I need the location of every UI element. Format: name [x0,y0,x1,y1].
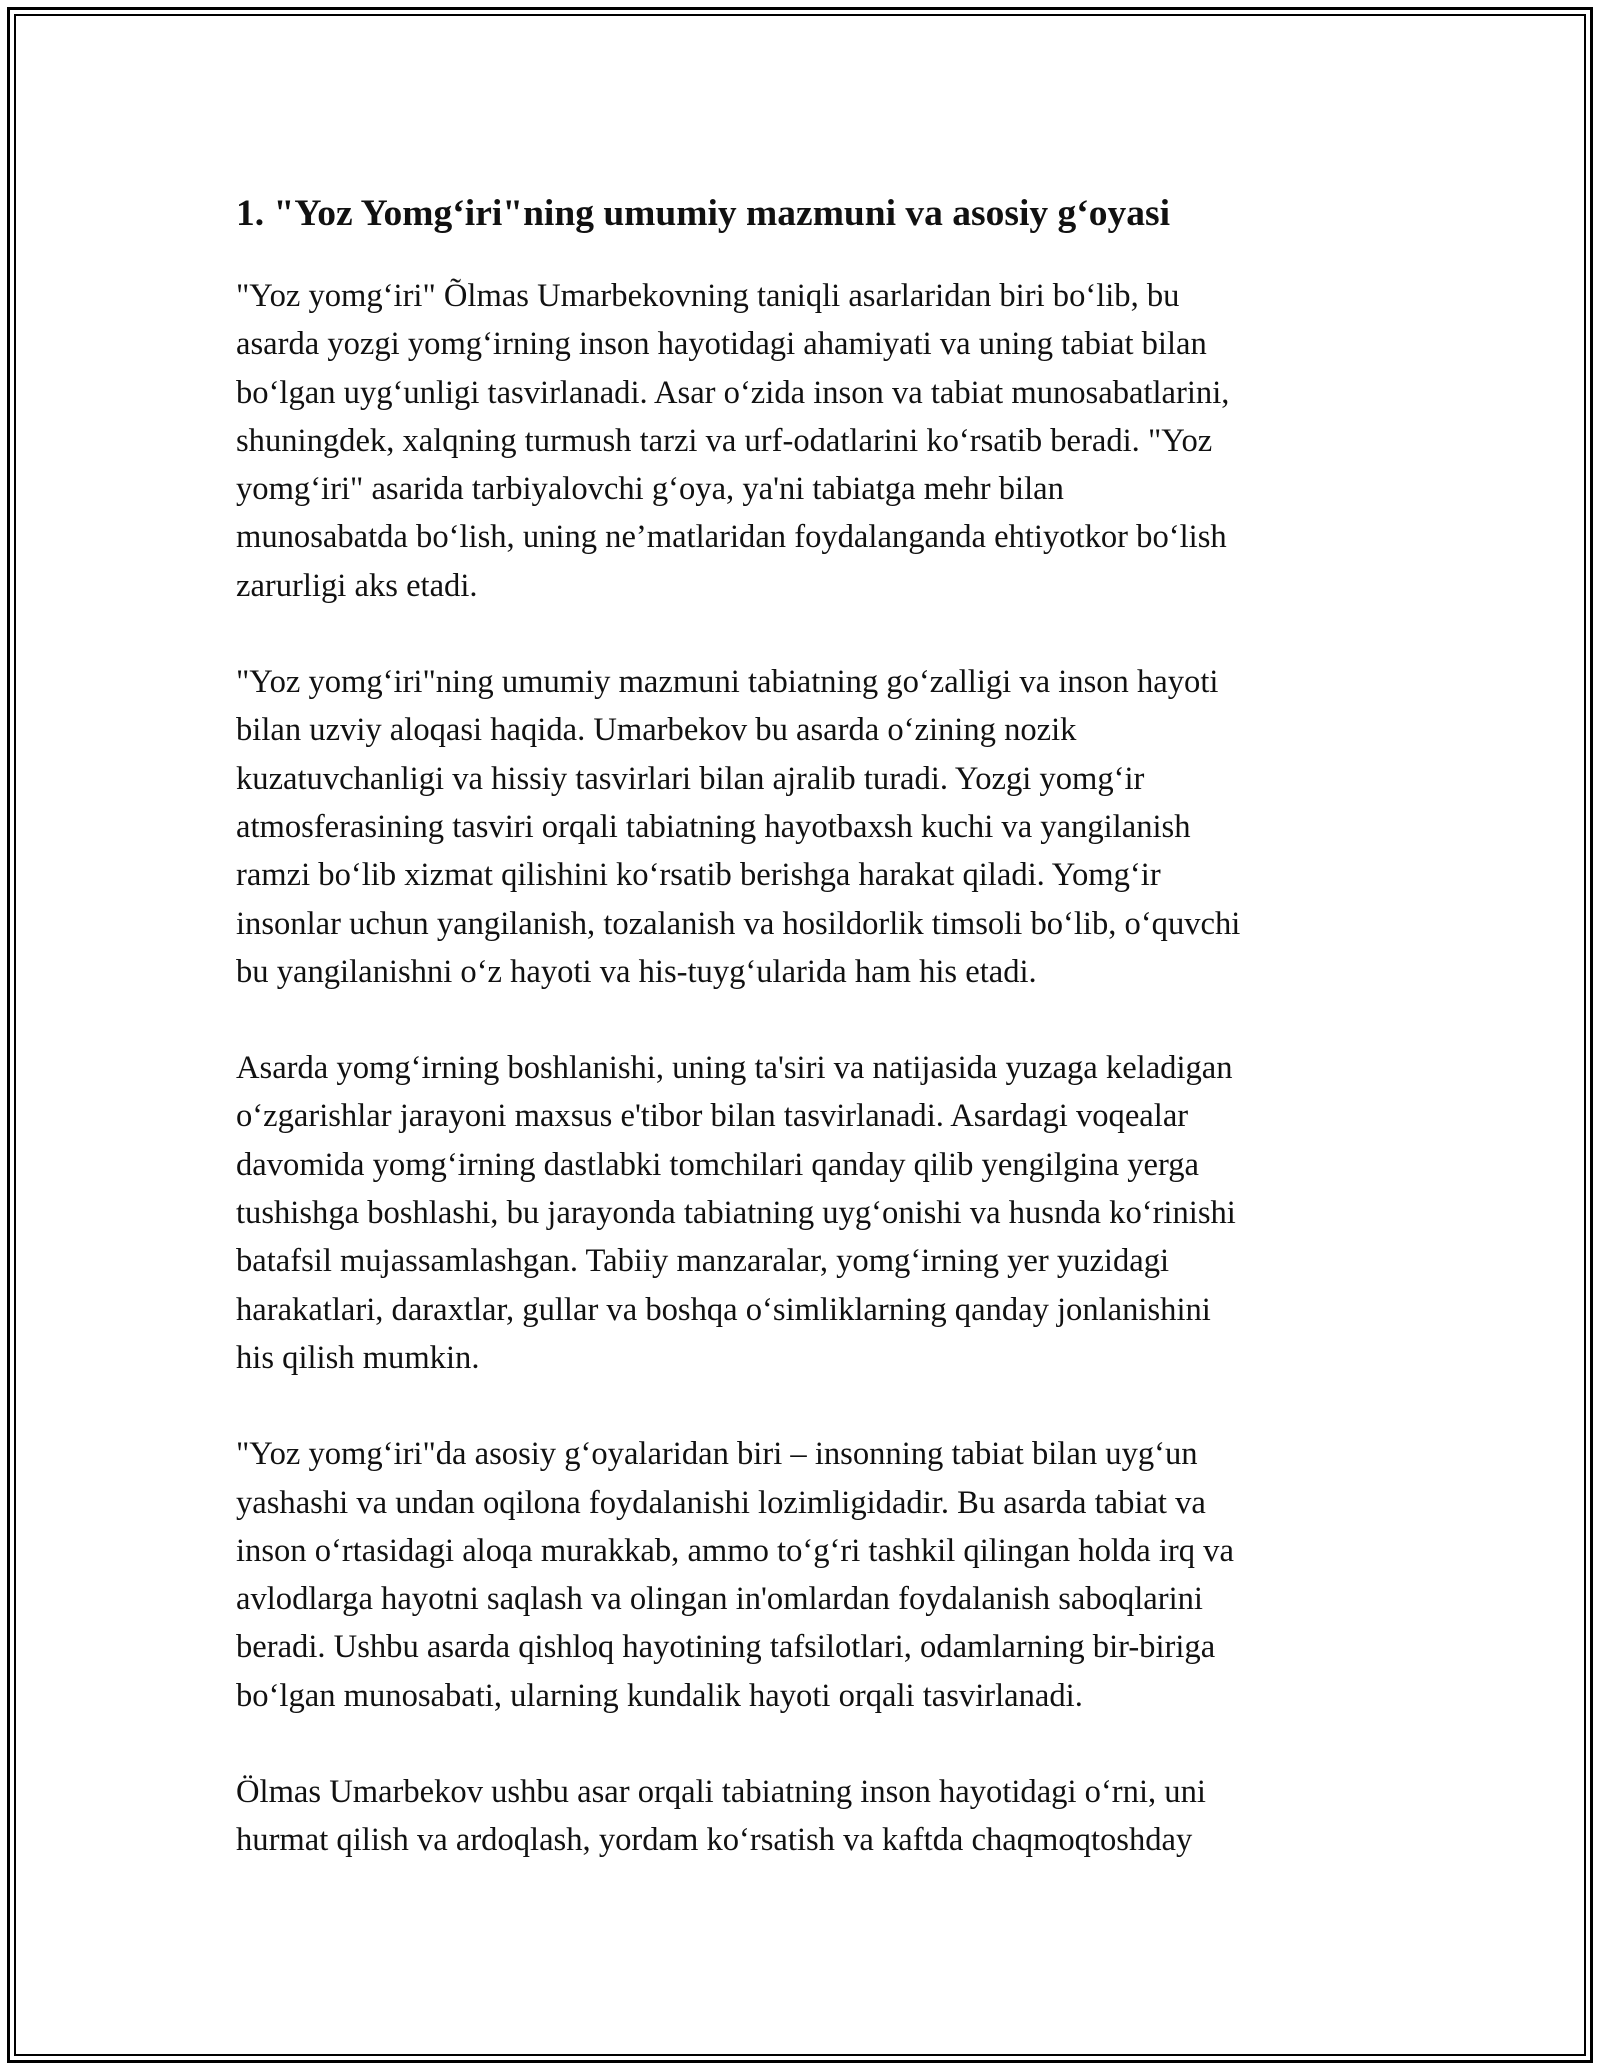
text-line: "Yoz yomg‘iri"da asosiy g‘oyalaridan biri – insonning tabiat bilan uyg‘un [236,1436,1198,1473]
text-line: kuzatuvchanligi va hissiy tasvirlari bilan ajralib turadi. Yozgi yomg‘ir [236,760,1145,797]
text-line: ramzi bo‘lib xizmat qilishini ko‘rsatib berishga harakat qiladi. Yomg‘ir [236,857,1161,894]
text-line: his qilish mumkin. [236,1339,480,1376]
text-line: "Yoz yomg‘iri"ning umumiy mazmuni tabiatning go‘zalligi va inson hayoti [236,664,1219,701]
text-line: bu yangilanishni o‘z hayoti va his-tuyg‘ularida ham his etadi. [236,953,1037,990]
text-line: yashashi va undan oqilona foydalanishi lozimligidadir. Bu asarda tabiat va [236,1484,1206,1521]
section-heading: 1. "Yoz Yomg‘iri"ning umumiy mazmuni va asosiy g‘oyasi [236,193,1171,234]
text-line: asarda yozgi yomg‘irning inson hayotidagi ahamiyati va uning tabiat bilan [236,326,1207,363]
text-line: zarurligi aks etadi. [236,567,478,604]
text-line: shuningdek, xalqning turmush tarzi va urf-odatlarini ko‘rsatib beradi. "Yoz [236,422,1213,459]
text-line: hurmat qilish va ardoqlash, yordam ko‘rsatish va kaftda chaqmoqtoshday [236,1822,1193,1859]
text-line: Asarda yomg‘irning boshlanishi, uning ta'siri va natijasida yuzaga keladigan [236,1050,1233,1087]
text-line: yomg‘iri" asarida tarbiyalovchi g‘oya, ya'ni tabiatga mehr bilan [236,471,1064,508]
document-body [236,188,1386,1913]
text-line: beradi. Ushbu asarda qishloq hayotining tafsilotlari, odamlarning bir-biriga [236,1629,1216,1666]
paragraph-3 [236,1044,1386,1382]
text-line: davomida yomg‘irning dastlabki tomchilari qanday qilib yengilgina yerga [236,1146,1199,1183]
paragraph-1 [236,272,1386,610]
text-line: "Yoz yomg‘iri" Õlmas Umarbekovning taniqli asarlaridan biri bo‘lib, bu [236,278,1180,314]
paragraph-2 [236,658,1386,996]
text-line: o‘zgarishlar jarayoni maxsus e'tibor bilan tasvirlanadi. Asardagi voqealar [236,1098,1189,1135]
text-line: bo‘lgan uyg‘unligi tasvirlanadi. Asar o‘zida inson va tabiat munosabatlarini, [236,374,1230,411]
text-line: bilan uzviy aloqasi haqida. Umarbekov bu asarda o‘zining nozik [236,712,1077,749]
text-line: bo‘lgan munosabati, ularning kundalik hayoti orqali tasvirlanadi. [236,1677,1083,1714]
text-line: tushishga boshlashi, bu jarayonda tabiatning uyg‘onishi va husnda ko‘rinishi [236,1195,1236,1232]
text-line: Ölmas Umarbekov ushbu asar orqali tabiatning inson hayotidagi o‘rni, uni [236,1774,1206,1811]
text-line: inson o‘rtasidagi aloqa murakkab, ammo to‘g‘ri tashkil qilingan holda irq va [236,1532,1234,1569]
text-line: insonlar uchun yangilanish, tozalanish va hosildorlik timsoli bo‘lib, o‘quvchi [236,905,1241,942]
paragraph-5 [236,1768,1386,1865]
text-line: atmosferasining tasviri orqali tabiatning hayotbaxsh kuchi va yangilanish [236,808,1191,845]
text-line: harakatlari, daraxtlar, gullar va boshqa o‘simliklarning qanday jonlanishini [236,1291,1211,1328]
text-line: avlodlarga hayotni saqlash va olingan in'omlardan foydalanish saboqlarini [236,1581,1203,1618]
text-line: batafsil mujassamlashgan. Tabiiy manzaralar, yomg‘irning yer yuzidagi [236,1243,1170,1280]
text-line: munosabatda bo‘lish, uning ne’matlaridan foydalanganda ehtiyotkor bo‘lish [236,519,1227,556]
paragraph-4 [236,1430,1386,1720]
